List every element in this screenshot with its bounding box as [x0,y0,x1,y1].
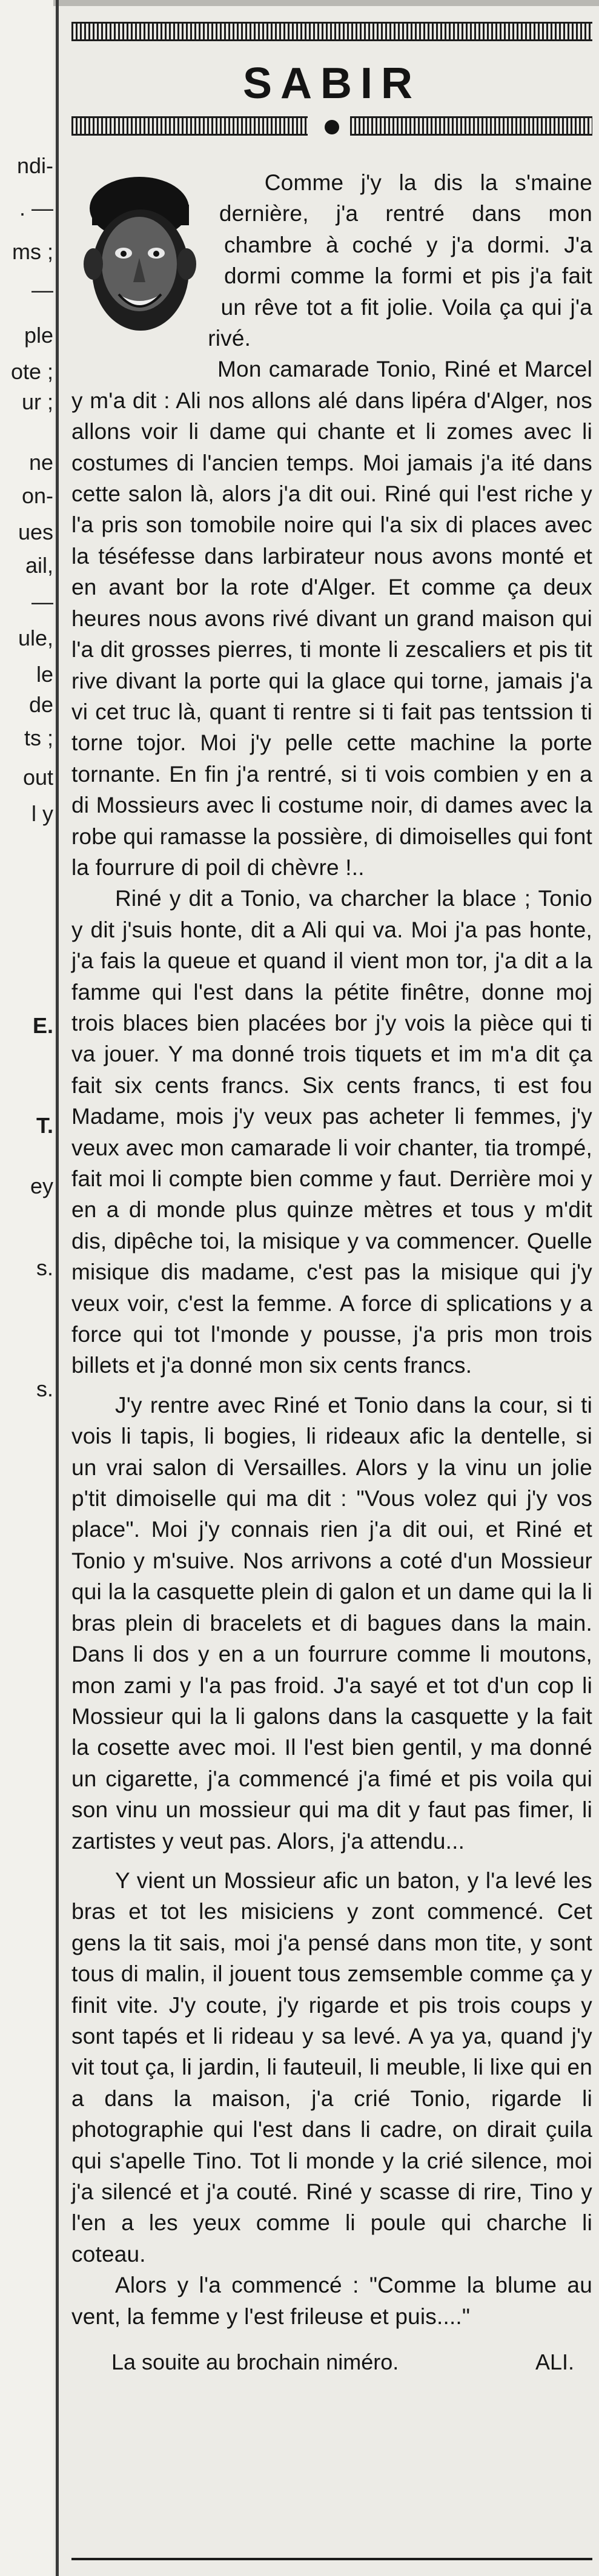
continuation-note: La souite au brochain niméro. [111,2350,399,2375]
left-column-fragment: — [31,277,53,302]
left-column-fragment: ne [28,450,53,475]
left-column-fragment: . — [19,196,53,220]
bottom-rule [71,2558,592,2560]
adjacent-column-fragments [0,0,53,2576]
left-column-fragment: out [22,765,53,790]
left-column-fragment: de [28,692,53,717]
underline-right-hatch [350,116,592,136]
left-column-fragment: ur ; [21,389,53,414]
left-column-fragment: s. [36,1376,53,1401]
caricature-portrait-icon [71,173,211,355]
column-divider [56,0,59,2576]
left-column-fragment: ey [30,1174,53,1198]
article-paragraph: Riné y dit a Tonio, va charcher la blace ; Tonio y dit j'suis honte, dit a Ali qui va. Moi j'a pas honte, j'a fais la queue et quand il vient mon tor, j'a dit a la famme qui l'est dans la pétite finêtre, donne moj trois blaces bien placées bor j'y vois la pièce qui ti va jouer. Y ma donné trois tiquets et im m'a dit ça fait six cents francs. Six cents francs, ti est fou Madame, mois j'y veux pas acheter li femmes, j'y veux avec mon camarade li voir chanter, tia trompé, fait moi li compte bien comme y faut. Derrière moi y en a di monde plus quinze mètres et tous y m'dit dis, dipêche toi, la misique y va commencer. Quelle misique dis madame, c'est pas la misique qui j'y veux voir, c'est la femme. A force di splications y a force qui tot l'monde y pousse, j'a pris mon trois billets et j'a donné mon six cents francs. [71,886,592,1378]
article-title: SABIR [242,59,421,108]
left-column-fragment: l y [31,801,53,826]
article-paragraph: J'y rentre avec Riné et Tonio dans la cour, si ti vois li tapis, li bogies, li rideaux afic la dentelle, si un vrai salon di Versailles. Alors y la vinu un jolie p'tit dimoiselle qui ma dit : "Vous volez qui j'y vos place". Moi j'y connais rien j'a dit oui, et Riné et Tonio y m'suive. Nos arrivons a coté d'un Mossieur qui la la casquette plein di galon et un dame qui la li bras plein di bracelets et di bagues dans la main. Dans li dos y en a un fourrure comme li moutons, mon zami y l'a pas froid. J'a sayé et tot d'un cop li Mossieur qui la li galons dans la casquette y la fait la cosette avec moi. Il l'est bien gentil, y ma donné un cigarette, j'a commencé j'a fimé et pis voila qui son vinu un mossieur qui ma dit y faut pas fimer, li zartistes y veut pas. Alors, j'a attendu... [71,1392,592,1854]
left-column-fragment: T. [36,1113,53,1138]
left-column-fragment: ple [24,323,53,348]
left-column-fragment: ule, [18,626,53,650]
left-column-fragment: ail, [25,553,53,578]
left-column-fragment: ms ; [12,239,53,264]
title-underline [71,116,592,136]
sabir-column [71,22,592,2565]
left-column-fragment: on- [21,483,53,508]
page-top-rule [0,0,599,6]
ornament-dot-icon [325,120,339,134]
left-column-fragment: ndi- [16,153,53,178]
article-paragraph: Comme j'y la dis la s'maine dernière, j'a rentré dans mon chambre à coché y j'a dormi. J'a dormi comme la formi et pis j'a fait un rêve tot a fit jolie. Voila ça qui j'a rivé. [208,170,592,351]
left-column-fragment: — [31,589,53,614]
top-hatch-border [71,22,592,41]
left-column-fragment: E. [32,1013,53,1038]
author-signature: ALI. [535,2350,574,2375]
left-column-fragment: s. [36,1255,53,1280]
left-column-fragment: ues [18,520,53,544]
article-paragraph: Y vient un Mossieur afic un baton, y l'a levé les bras et tot les misiciens y zont commencé. Cet gens la tit sais, moi j'a pensé dans mon tite, y sont tous di malin, il jouent tous zemsemble comme ça y finit vite. J'y coute, j'y rigarde et pis trois coups y sont tapés et li rideau y sa levé. A ya ya, quand j'y vit tout ça, li jardin, li fauteuil, li meuble, li lixe qui en a dans la maison, j'a crié Tonio, rigarde li photographie qui l'est dans li cadre, on dirait çuila qui s'apelle Tino. Tot li monde y la crié silence, moi j'a silencé et j'a couté. Riné y scasse di rire, Tino y l'en a les yeux comme li poule qui charche li coteau. [71,1868,592,2267]
underline-left-hatch [71,116,308,136]
article-paragraph: Mon camarade Tonio, Riné et Marcel y m'a dit : Ali nos allons alé dans lipéra d'Alger, nos allons voir li dame qui chante et li zomes avec li costumes di l'ancien temps. Moi jamais j'a ité dans cette salon là, alors j'a dit oui. Riné qui l'est riche y l'a pris son tomobile noire qui l'a six di places avec la téséfesse dans larbirateur nous avons monté et en avant bor la rote d'Alger. Et comme ça deux heures nous avons rivé divant un grand maison qui l'a dit grosses pierres, ti monte li zescaliers et pis tit rive divant la porte qui la glace qui torne, jamais j'a vi cet truc là, quant ti rentre si ti fait pas tentssion ti torne tojor. Moi j'y pelle cette machine la porte tornante. En fin j'a rentré, si ti vois combien y en a di Mossieurs avec li costume noir, di dames avec la robe qui ramasse la possière, di dimoiselles qui font la fourrure di poil di chèvre !.. [71,357,592,880]
article-body [71,167,592,2378]
left-column-fragment: le [36,662,53,687]
article-signoff [71,2346,592,2378]
left-column-fragment: ts ; [24,725,53,750]
left-column-fragment: ote ; [10,359,53,384]
article-paragraph: Alors y l'a commencé : "Comme la blume au vent, la femme y l'est frileuse et puis...." [71,2273,592,2329]
